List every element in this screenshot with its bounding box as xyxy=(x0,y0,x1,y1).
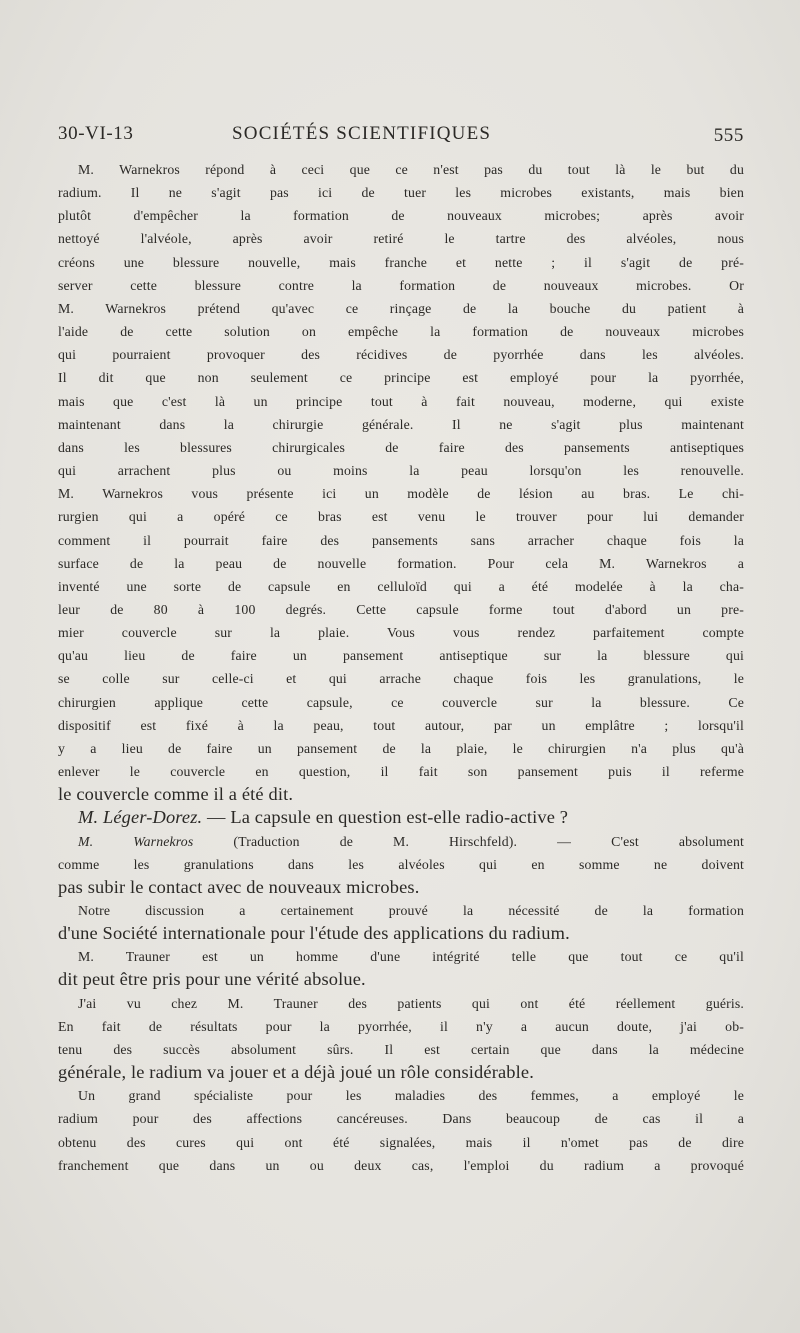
text-line xyxy=(58,320,744,343)
line-text: maintenant dans la chirurgie générale. Il ne s'agit plus maintenant xyxy=(58,416,744,432)
line-text: radium pour des affections cancéreuses. Dans beaucoup de cas il a xyxy=(58,1111,744,1127)
text-line xyxy=(58,1084,744,1107)
line-text: dit peut être pris pour une vérité absolue. xyxy=(58,969,366,990)
line-text: Un grand spécialiste pour les maladies des femmes, a employé le xyxy=(78,1088,744,1104)
line-text: d'une Société internationale pour l'étude des applications du radium. xyxy=(58,923,570,944)
text-line xyxy=(58,343,744,366)
line-text: franchement que dans un ou deux cas, l'emploi du radium a provoqué xyxy=(58,1157,744,1173)
line-text: mais que c'est là un principe tout à fait nouveau, moderne, qui existe xyxy=(58,393,744,409)
line-text: y a lieu de faire un pansement de la plaie, le chirurgien n'a plus qu'à xyxy=(58,740,744,756)
line-text: comme les granulations dans les alvéoles qui en somme ne doivent xyxy=(58,856,744,872)
text-line xyxy=(58,482,744,505)
line-text: se colle sur celle-ci et qui arrache chaque fois les granulations, le xyxy=(58,671,744,687)
line-text: obtenu des cures qui ont été signalées, mais il n'omet pas de dire xyxy=(58,1134,744,1150)
text-line xyxy=(58,945,744,968)
line-text: tenu des succès absolument sûrs. Il est certain que dans la médecine xyxy=(58,1041,744,1057)
line-text: M. Warnekros prétend qu'avec ce rinçage de la bouche du patient à xyxy=(58,300,744,316)
line-text: dans les blessures chirurgicales de faire des pansements antiseptiques xyxy=(58,439,744,455)
text-line xyxy=(58,1061,744,1084)
line-text: enlever le couvercle en question, il fait son pansement puis il referme xyxy=(58,764,744,780)
line-text: Notre discussion a certainement prouvé la nécessité de la formation xyxy=(78,903,744,918)
text-line xyxy=(58,413,744,436)
line-text: (Traduction de M. Hirschfeld). — C'est absolument xyxy=(193,833,744,849)
line-text: nettoyé l'alvéole, après avoir retiré le tartre des alvéoles, nous xyxy=(58,231,744,247)
text-line xyxy=(58,181,744,204)
line-text: M. Trauner est un homme d'une intégrité telle que tout ce qu'il xyxy=(78,949,744,965)
text-line xyxy=(58,667,744,690)
line-text: dispositif est fixé à la peau, tout autour, par un emplâtre ; lorsqu'il xyxy=(58,717,744,733)
text-line xyxy=(58,1131,744,1154)
text-line xyxy=(58,760,744,783)
text-line xyxy=(58,366,744,389)
line-text: chirurgien applique cette capsule, ce couvercle sur la blessure. Ce xyxy=(58,694,744,710)
text-line xyxy=(58,992,744,1015)
line-text: qu'au lieu de faire un pansement antiseptique sur la blessure qui xyxy=(58,648,744,664)
text-line xyxy=(58,251,744,274)
line-text: rurgien qui a opéré ce bras est venu le trouver pour lui demander xyxy=(58,509,744,525)
line-text: comment il pourrait faire des pansements sans arracher chaque fois la xyxy=(58,532,744,548)
header-title: SOCIÉTÉS SCIENTIFIQUES xyxy=(232,123,492,144)
line-text: générale, le radium va jouer et a déjà joué un rôle considérable. xyxy=(58,1062,534,1083)
line-text: mier couvercle sur la plaie. Vous vous rendez parfaitement compte xyxy=(58,625,744,641)
line-text: créons une blessure nouvelle, mais franche et nette ; il s'agit de pré- xyxy=(58,254,744,270)
line-text: M. Warnekros vous présente ici un modèle de lésion au bras. Le chi- xyxy=(58,486,744,502)
line-text: — La capsule en question est-elle radio-active ? xyxy=(202,807,569,828)
line-text: Il dit que non seulement ce principe est employé pour la pyorrhée, xyxy=(58,370,744,386)
text-line xyxy=(58,1038,744,1061)
text-line xyxy=(58,853,744,876)
line-text: leur de 80 à 100 degrés. Cette capsule forme tout d'abord un pre- xyxy=(58,601,744,617)
text-line xyxy=(58,644,744,667)
text-line xyxy=(58,806,744,829)
line-text: surface de la peau de nouvelle formation. Pour cela M. Warnekros a xyxy=(58,555,744,571)
text-line xyxy=(58,714,744,737)
text-line xyxy=(58,737,744,760)
body-text xyxy=(58,158,744,1177)
text-line xyxy=(58,899,744,922)
header-date: 30-VI-13 xyxy=(58,123,134,144)
text-line xyxy=(58,227,744,250)
speaker-name: M. Léger-Dorez. xyxy=(78,807,203,828)
text-line xyxy=(58,1015,744,1038)
text-line xyxy=(58,552,744,575)
text-line xyxy=(58,390,744,413)
line-text: pas subir le contact avec de nouveaux microbes. xyxy=(58,876,420,897)
line-text: inventé une sorte de capsule en celluloïd qui a été modelée à la cha- xyxy=(58,578,744,594)
text-line xyxy=(58,529,744,552)
running-header xyxy=(58,123,744,153)
text-line xyxy=(58,968,744,991)
page-number: 555 xyxy=(713,125,744,146)
text-line xyxy=(58,459,744,482)
line-text: qui pourraient provoquer des récidives de pyorrhée dans les alvéoles. xyxy=(58,347,744,363)
text-line xyxy=(58,691,744,714)
line-text: M. Warnekros répond à ceci que ce n'est pas du tout là le but du xyxy=(78,162,744,177)
text-line xyxy=(58,505,744,528)
line-text: J'ai vu chez M. Trauner des patients qui ont été réellement guéris. xyxy=(78,995,744,1011)
text-line xyxy=(58,436,744,459)
line-text: l'aide de cette solution on empêche la formation de nouveaux microbes xyxy=(58,324,744,340)
text-line xyxy=(58,204,744,227)
text-line xyxy=(58,830,744,853)
text-line xyxy=(58,783,744,806)
line-text: plutôt d'empêcher la formation de nouveaux microbes; après avoir xyxy=(58,208,744,224)
text-line xyxy=(58,1107,744,1130)
line-text: le couvercle comme il a été dit. xyxy=(58,784,294,805)
line-text: En fait de résultats pour la pyorrhée, il n'y a aucun doute, j'ai ob- xyxy=(58,1018,744,1034)
line-text: server cette blessure contre la formation de nouveaux microbes. Or xyxy=(58,277,744,293)
text-line xyxy=(58,621,744,644)
text-line xyxy=(58,598,744,621)
line-text: radium. Il ne s'agit pas ici de tuer les microbes existants, mais bien xyxy=(58,185,744,201)
text-line xyxy=(58,1154,744,1177)
text-line xyxy=(58,297,744,320)
text-line xyxy=(58,922,744,945)
text-line xyxy=(58,158,744,181)
speaker-name: M. Warnekros xyxy=(78,833,194,849)
text-line xyxy=(58,876,744,899)
text-line xyxy=(58,575,744,598)
line-text: qui arrachent plus ou moins la peau lorsqu'on les renouvelle. xyxy=(58,463,744,479)
text-line xyxy=(58,274,744,297)
